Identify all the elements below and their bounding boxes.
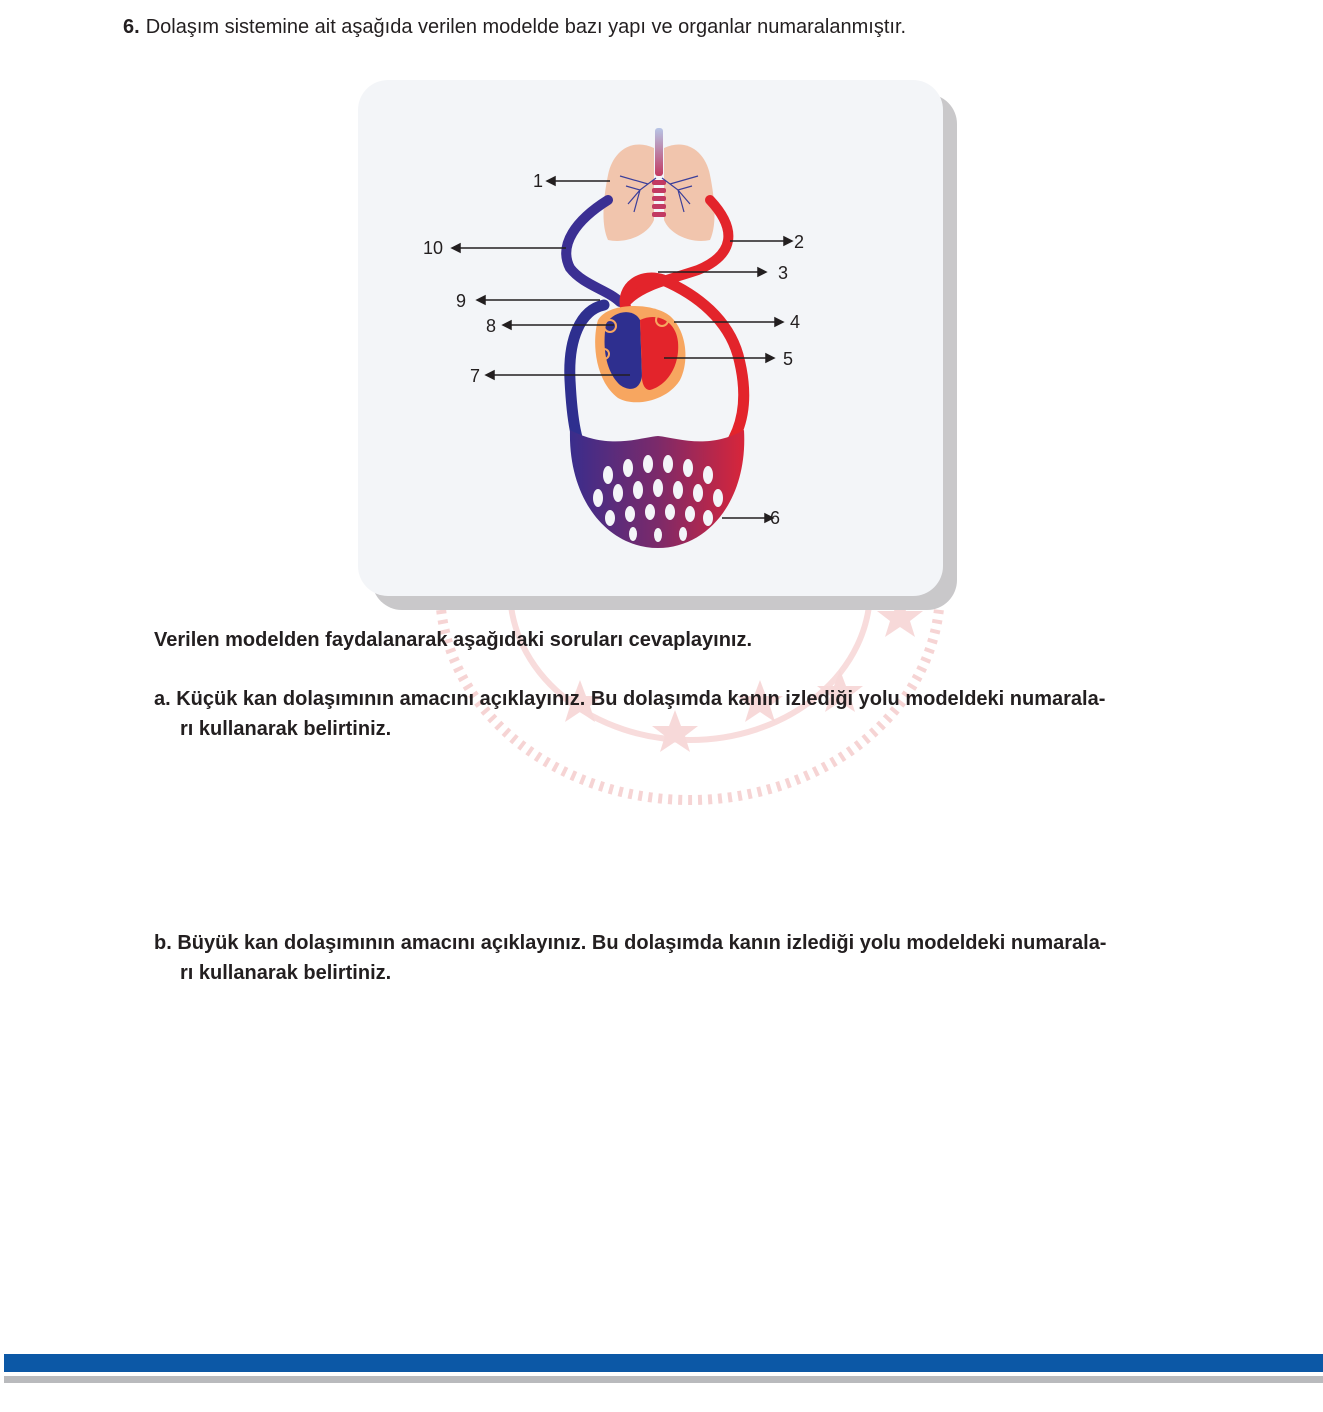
- label-9: 9: [456, 291, 467, 311]
- label-3: 3: [778, 263, 789, 283]
- sub-question-a-line1: a. Küçük kan dolaşımının amacını açıklayınız. Bu dolaşımda kanın izlediği yolu modeldeki numarala-: [154, 688, 1106, 710]
- label-6: 6: [770, 508, 781, 528]
- capillary-network-icon: [570, 430, 744, 548]
- question-number: 6.: [123, 16, 140, 38]
- footer-grey-bar: [4, 1376, 1323, 1383]
- footer-blue-bar: [4, 1354, 1323, 1372]
- question-header: [123, 16, 906, 39]
- sub-question-b-line1: b. Büyük kan dolaşımının amacını açıklayınız. Bu dolaşımda kanın izlediği yolu modeldeki numarala-: [154, 932, 1107, 954]
- label-5: 5: [783, 349, 794, 369]
- sub-question-a: [154, 684, 1234, 744]
- sub-question-a-line2: rı kullanarak belirtiniz.: [180, 718, 392, 740]
- label-2: 2: [794, 232, 805, 252]
- label-10: 10: [423, 238, 444, 258]
- sub-question-b: [154, 928, 1234, 988]
- label-7: 7: [470, 366, 481, 386]
- label-4: 4: [790, 312, 801, 332]
- circulation-diagram: [358, 80, 943, 596]
- label-8: 8: [486, 316, 497, 336]
- label-1: 1: [533, 171, 544, 191]
- lungs-icon: [603, 128, 714, 241]
- sub-question-b-line2: rı kullanarak belirtiniz.: [180, 962, 392, 984]
- question-text: Dolaşım sistemine ait aşağıda verilen modelde bazı yapı ve organlar numaralanmıştır.: [145, 16, 907, 38]
- heart-icon: [595, 306, 685, 402]
- instruction-text: Verilen modelden faydalanarak aşağıdaki soruları cevaplayınız.: [154, 629, 753, 651]
